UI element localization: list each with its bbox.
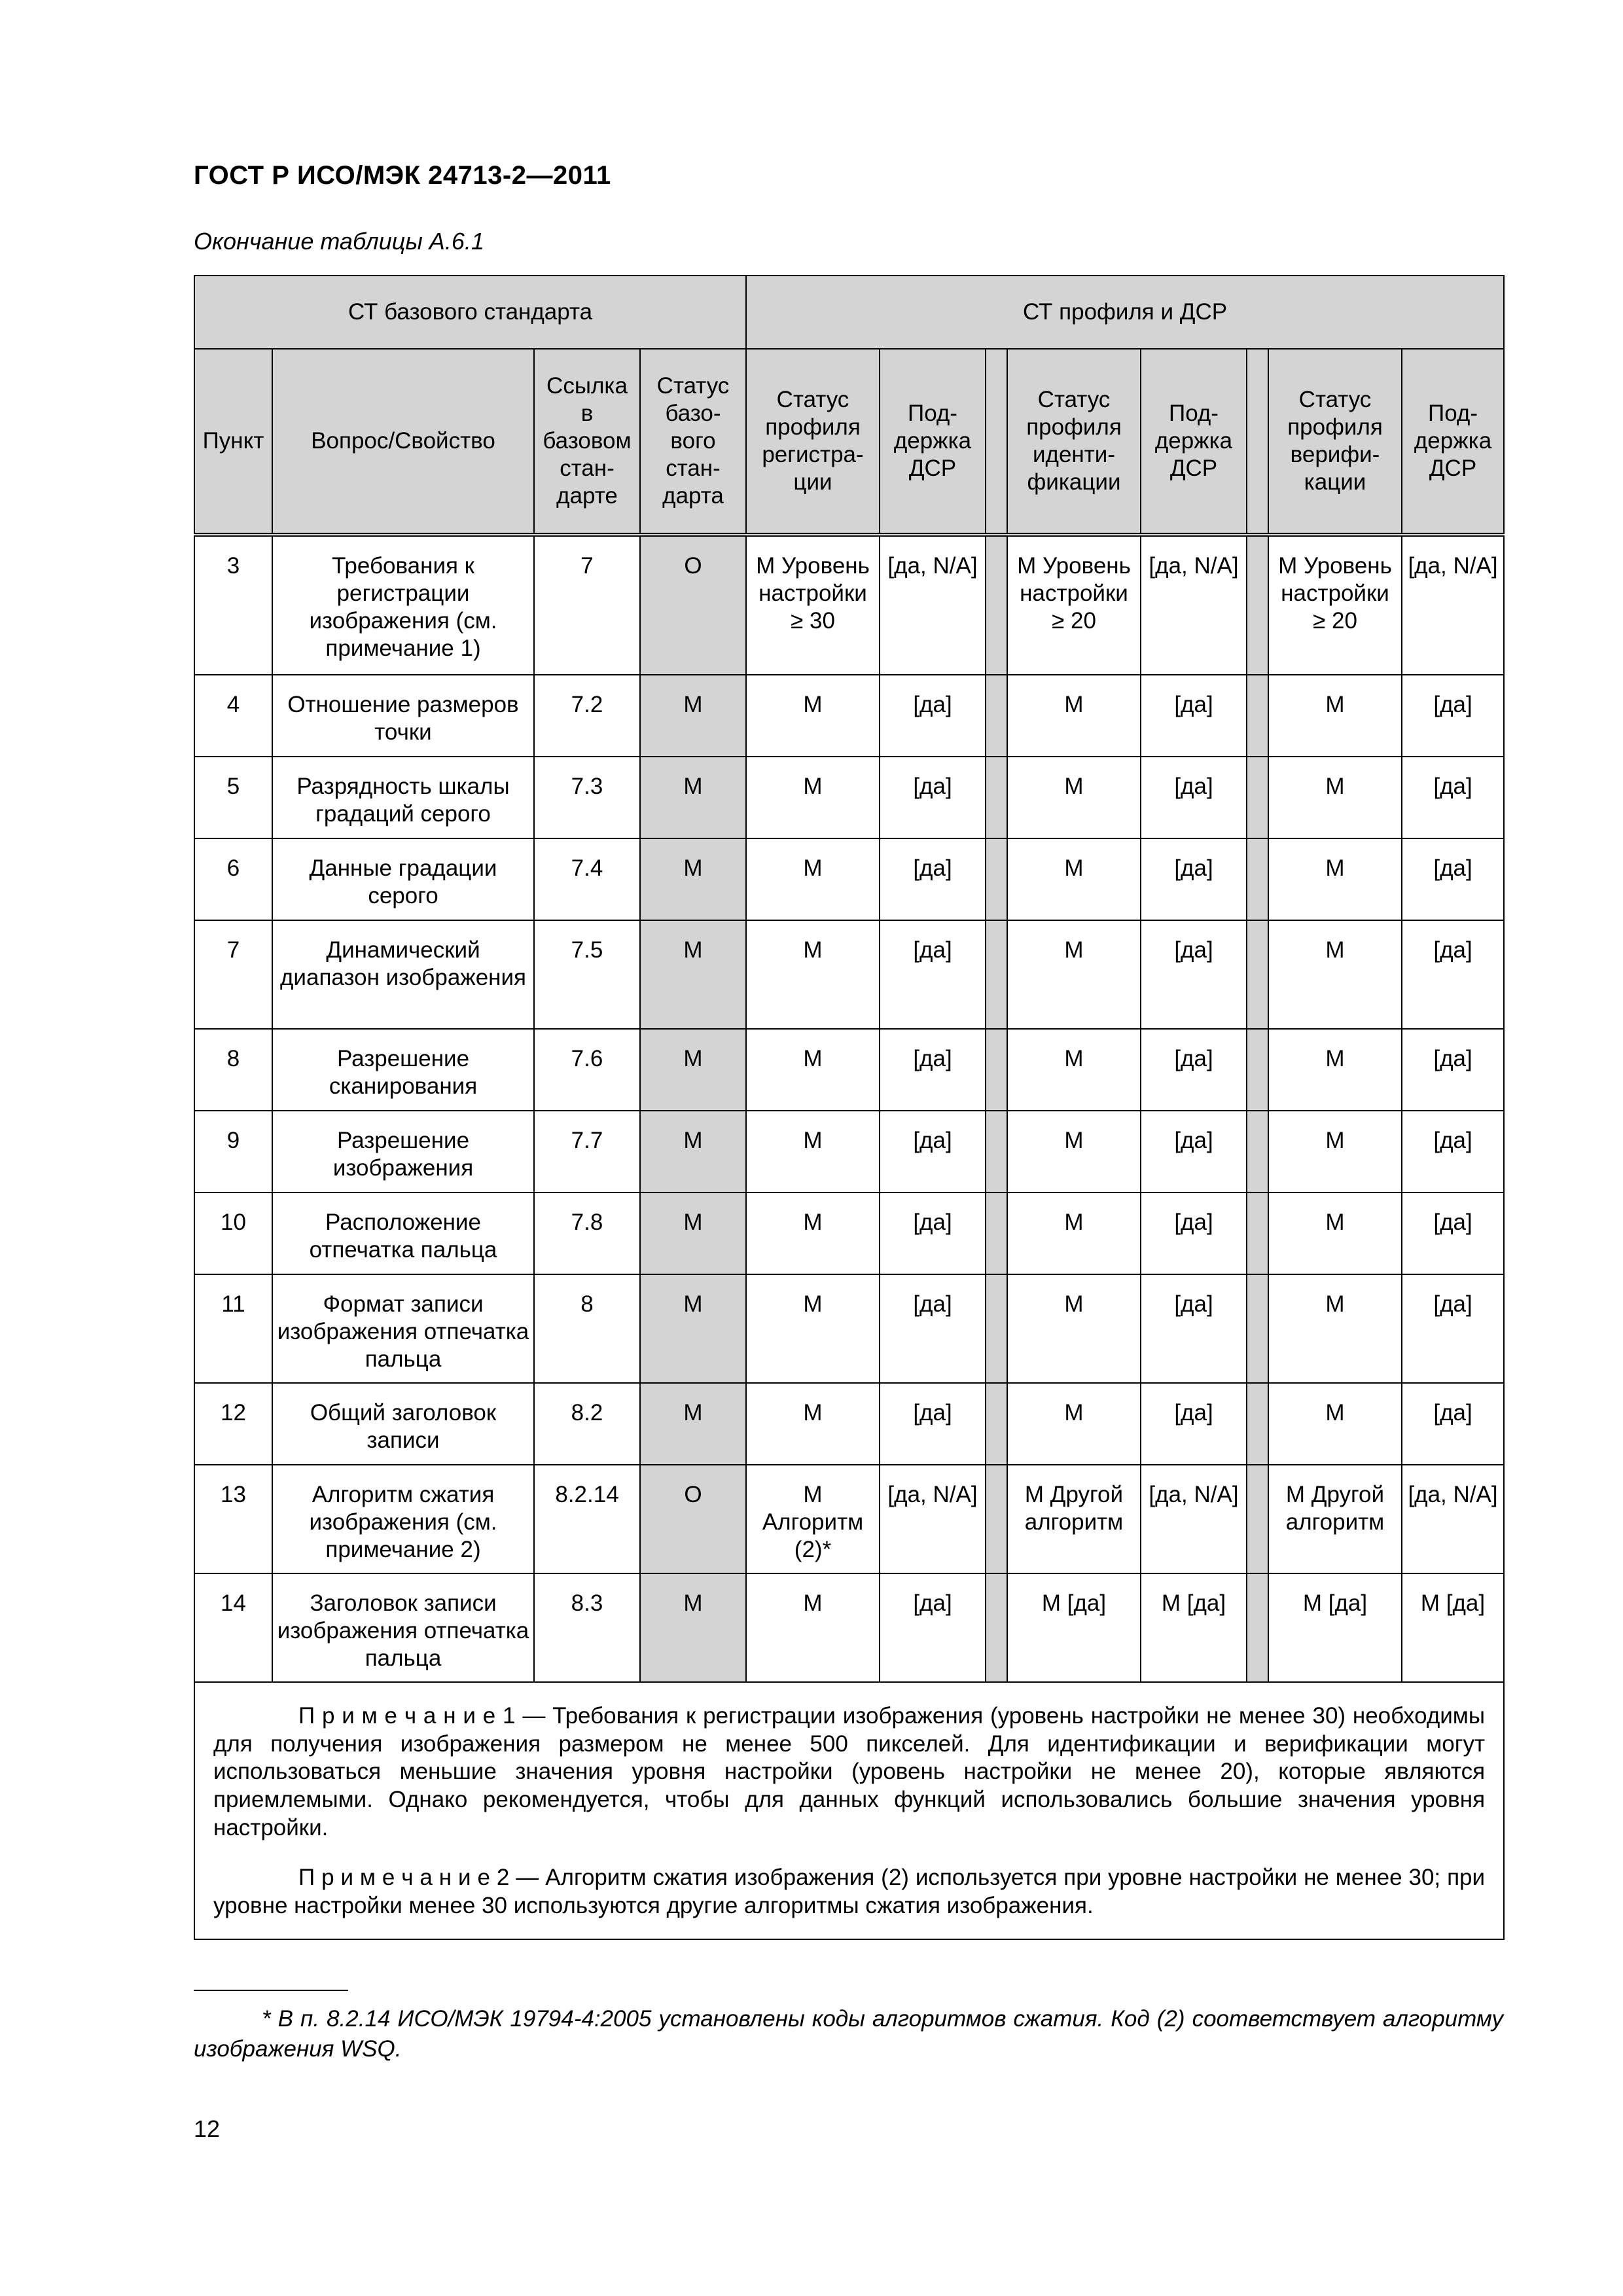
ident-support-cell: [да]	[1141, 1193, 1247, 1274]
question-cell: Разрешение изображения	[272, 1111, 534, 1193]
ident-support-cell: [да]	[1141, 1383, 1247, 1465]
header-spacer-1	[986, 349, 1007, 535]
spacer-cell	[986, 1573, 1007, 1682]
spacer-cell	[986, 757, 1007, 838]
base-status-cell: M	[640, 1029, 746, 1111]
verif-support-cell: [да]	[1402, 1193, 1504, 1274]
ident-status-cell: M	[1007, 920, 1141, 1029]
note-1	[213, 1702, 1485, 1842]
table-row	[194, 1274, 1504, 1383]
table-row	[194, 1573, 1504, 1682]
verif-status-cell: M	[1268, 1274, 1402, 1383]
table-row	[194, 1193, 1504, 1274]
base-ref-cell: 8.3	[534, 1573, 640, 1682]
spacer-cell	[1247, 1111, 1268, 1193]
header-base-status: Статус базо-вого стан-дарта	[640, 349, 746, 535]
header-verif-status: Статус профиля верифи-кации	[1268, 349, 1402, 535]
base-ref-cell: 7.6	[534, 1029, 640, 1111]
reg-support-cell: [да]	[880, 757, 986, 838]
ident-status-cell: M	[1007, 1193, 1141, 1274]
spacer-cell	[986, 675, 1007, 757]
reg-status-cell: M	[746, 1193, 880, 1274]
verif-status-cell: M	[1268, 920, 1402, 1029]
header-question: Вопрос/Свойство	[272, 349, 534, 535]
base-ref-cell: 7	[534, 535, 640, 675]
base-status-cell: M	[640, 1383, 746, 1465]
verif-support-cell: [да]	[1402, 1111, 1504, 1193]
ident-support-cell: [да, N/A]	[1141, 1465, 1247, 1573]
base-status-cell: M	[640, 920, 746, 1029]
question-cell: Данные градации серого	[272, 838, 534, 920]
verif-support-cell: [да]	[1402, 920, 1504, 1029]
question-cell: Формат записи изображения отпечатка пальца	[272, 1274, 534, 1383]
spacer-cell	[986, 535, 1007, 675]
spacer-cell	[986, 1193, 1007, 1274]
note-label: П р и м е ч а н и е 1	[298, 1703, 516, 1729]
verif-support-cell: [да]	[1402, 1274, 1504, 1383]
group-header-base: СТ базового стандарта	[194, 276, 746, 349]
spacer-cell	[1247, 757, 1268, 838]
ident-status-cell: M Другой алгоритм	[1007, 1465, 1141, 1573]
base-ref-cell: 7.8	[534, 1193, 640, 1274]
verif-status-cell: M	[1268, 1029, 1402, 1111]
spacer-cell	[1247, 1573, 1268, 1682]
ident-support-cell: [да]	[1141, 1111, 1247, 1193]
ident-support-cell: [да]	[1141, 675, 1247, 757]
item-number: 5	[194, 757, 272, 838]
ident-status-cell: M	[1007, 757, 1141, 838]
reg-support-cell: [да]	[880, 1029, 986, 1111]
verif-status-cell: M	[1268, 757, 1402, 838]
verif-support-cell: [да]	[1402, 838, 1504, 920]
verif-status-cell: M	[1268, 1111, 1402, 1193]
page-number: 12	[194, 2115, 221, 2142]
note-2	[213, 1864, 1485, 1920]
base-status-cell: M	[640, 675, 746, 757]
question-cell: Алгоритм сжатия изображения (см. примечание 2)	[272, 1465, 534, 1573]
spacer-cell	[1247, 1465, 1268, 1573]
header-spacer-2	[1247, 349, 1268, 535]
verif-support-cell: [да]	[1402, 757, 1504, 838]
ident-support-cell: [да]	[1141, 1029, 1247, 1111]
item-number: 7	[194, 920, 272, 1029]
reg-support-cell: [да]	[880, 1573, 986, 1682]
requirements-table	[194, 275, 1505, 1940]
spacer-cell	[986, 838, 1007, 920]
ident-status-cell: M	[1007, 1029, 1141, 1111]
base-ref-cell: 7.3	[534, 757, 640, 838]
verif-support-cell: [да]	[1402, 1029, 1504, 1111]
table-row	[194, 1465, 1504, 1573]
reg-support-cell: [да]	[880, 1111, 986, 1193]
base-status-cell: O	[640, 535, 746, 675]
base-ref-cell: 7.4	[534, 838, 640, 920]
ident-support-cell: [да]	[1141, 920, 1247, 1029]
question-cell: Расположение отпечатка пальца	[272, 1193, 534, 1274]
header-item: Пункт	[194, 349, 272, 535]
spacer-cell	[1247, 920, 1268, 1029]
table-row	[194, 838, 1504, 920]
verif-support-cell: M [да]	[1402, 1573, 1504, 1682]
reg-status-cell: M	[746, 757, 880, 838]
ident-status-cell: M Уровень настройки ≥ 20	[1007, 535, 1141, 675]
group-header-row	[194, 276, 1504, 349]
header-base-ref: Ссылка в базовом стан-дарте	[534, 349, 640, 535]
ident-status-cell: M	[1007, 675, 1141, 757]
item-number: 11	[194, 1274, 272, 1383]
verif-support-cell: [да]	[1402, 1383, 1504, 1465]
item-number: 12	[194, 1383, 272, 1465]
note-text: — Алгоритм сжатия изображения (2) используется при уровне настройки не менее 30; при уровне настройки менее 30 используются другие алгоритмы сжатия изображения.	[213, 1865, 1486, 1919]
spacer-cell	[1247, 675, 1268, 757]
note-label: П р и м е ч а н и е 2	[298, 1865, 510, 1891]
document-standard-id: ГОСТ Р ИСО/МЭК 24713-2—2011	[194, 161, 611, 190]
base-ref-cell: 8.2.14	[534, 1465, 640, 1573]
base-status-cell: M	[640, 1573, 746, 1682]
verif-status-cell: M Уровень настройки ≥ 20	[1268, 535, 1402, 675]
reg-support-cell: [да, N/A]	[880, 535, 986, 675]
header-ident-status: Статус профиля иденти-фикации	[1007, 349, 1141, 535]
reg-support-cell: [да]	[880, 838, 986, 920]
verif-status-cell: M	[1268, 675, 1402, 757]
reg-status-cell: M	[746, 1573, 880, 1682]
base-status-cell: M	[640, 838, 746, 920]
reg-status-cell: M	[746, 838, 880, 920]
item-number: 4	[194, 675, 272, 757]
question-cell: Требования к регистрации изображения (см. примечание 1)	[272, 535, 534, 675]
base-status-cell: M	[640, 1274, 746, 1383]
header-ident-support: Под-держка ДСР	[1141, 349, 1247, 535]
spacer-cell	[1247, 1193, 1268, 1274]
spacer-cell	[986, 1383, 1007, 1465]
base-status-cell: O	[640, 1465, 746, 1573]
item-number: 13	[194, 1465, 272, 1573]
spacer-cell	[1247, 535, 1268, 675]
verif-status-cell: M Другой алгоритм	[1268, 1465, 1402, 1573]
reg-support-cell: [да]	[880, 920, 986, 1029]
ident-status-cell: M	[1007, 838, 1141, 920]
base-status-cell: M	[640, 1111, 746, 1193]
item-number: 3	[194, 535, 272, 675]
question-cell: Разрядность шкалы градаций серого	[272, 757, 534, 838]
spacer-cell	[986, 920, 1007, 1029]
reg-status-cell: M	[746, 1274, 880, 1383]
reg-status-cell: M	[746, 1383, 880, 1465]
item-number: 10	[194, 1193, 272, 1274]
item-number: 6	[194, 838, 272, 920]
header-reg-status: Статус профиля регистра-ции	[746, 349, 880, 535]
ident-status-cell: M	[1007, 1274, 1141, 1383]
spacer-cell	[1247, 1029, 1268, 1111]
ident-support-cell: M [да]	[1141, 1573, 1247, 1682]
table-row	[194, 1029, 1504, 1111]
reg-support-cell: [да]	[880, 1383, 986, 1465]
table-row	[194, 920, 1504, 1029]
table-caption: Окончание таблицы А.6.1	[194, 228, 484, 255]
item-number: 9	[194, 1111, 272, 1193]
reg-status-cell: M	[746, 675, 880, 757]
table-row	[194, 1111, 1504, 1193]
reg-status-cell: M Алгоритм (2)*	[746, 1465, 880, 1573]
note-text: — Требования к регистрации изображения (уровень настройки не менее 30) необходимы для получения изображения размером не менее 500 пикселей. Для идентификации и верификации могут использоваться меньшие значения уровня настройки (уровень настройки не менее 20), которые являются приемлемыми. Однако рекомендуется, чтобы для данных функций использовались большие значения уровня настройки.	[213, 1703, 1486, 1840]
spacer-cell	[986, 1465, 1007, 1573]
reg-support-cell: [да]	[880, 1274, 986, 1383]
question-cell: Общий заголовок записи	[272, 1383, 534, 1465]
column-header-row	[194, 349, 1504, 535]
item-number: 8	[194, 1029, 272, 1111]
group-header-profile: СТ профиля и ДСР	[746, 276, 1504, 349]
verif-support-cell: [да]	[1402, 675, 1504, 757]
table-notes	[194, 1682, 1504, 1939]
base-ref-cell: 7.2	[534, 675, 640, 757]
question-cell: Отношение размеров точки	[272, 675, 534, 757]
ident-support-cell: [да, N/A]	[1141, 535, 1247, 675]
spacer-cell	[1247, 1383, 1268, 1465]
base-status-cell: M	[640, 1193, 746, 1274]
question-cell: Динамический диапазон изображения	[272, 920, 534, 1029]
ident-status-cell: M	[1007, 1111, 1141, 1193]
spacer-cell	[986, 1111, 1007, 1193]
verif-status-cell: M	[1268, 1383, 1402, 1465]
reg-status-cell: M Уровень настройки ≥ 30	[746, 535, 880, 675]
base-ref-cell: 8.2	[534, 1383, 640, 1465]
spacer-cell	[1247, 838, 1268, 920]
header-reg-support: Под-держка ДСР	[880, 349, 986, 535]
ident-support-cell: [да]	[1141, 838, 1247, 920]
spacer-cell	[986, 1274, 1007, 1383]
ident-support-cell: [да]	[1141, 1274, 1247, 1383]
verif-support-cell: [да, N/A]	[1402, 1465, 1504, 1573]
reg-status-cell: M	[746, 1029, 880, 1111]
base-ref-cell: 8	[534, 1274, 640, 1383]
table-row	[194, 675, 1504, 757]
spacer-cell	[1247, 1274, 1268, 1383]
verif-support-cell: [да, N/A]	[1402, 535, 1504, 675]
table-row	[194, 1383, 1504, 1465]
question-cell: Заголовок записи изображения отпечатка пальца	[272, 1573, 534, 1682]
verif-status-cell: M	[1268, 838, 1402, 920]
base-ref-cell: 7.7	[534, 1111, 640, 1193]
spacer-cell	[986, 1029, 1007, 1111]
ident-support-cell: [да]	[1141, 757, 1247, 838]
item-number: 14	[194, 1573, 272, 1682]
table-row	[194, 757, 1504, 838]
reg-support-cell: [да, N/A]	[880, 1465, 986, 1573]
notes-row	[194, 1682, 1504, 1939]
base-status-cell: M	[640, 757, 746, 838]
footnote: * В п. 8.2.14 ИСО/МЭК 19794-4:2005 установлены коды алгоритмов сжатия. Код (2) соответствует алгоритму изображения WSQ.	[194, 2006, 1503, 2062]
verif-status-cell: M	[1268, 1193, 1402, 1274]
header-verif-support: Под-держка ДСР	[1402, 349, 1504, 535]
reg-status-cell: M	[746, 1111, 880, 1193]
ident-status-cell: M	[1007, 1383, 1141, 1465]
verif-status-cell: M [да]	[1268, 1573, 1402, 1682]
base-ref-cell: 7.5	[534, 920, 640, 1029]
table-row	[194, 535, 1504, 675]
footnote-divider	[194, 1990, 348, 1991]
question-cell: Разрешение сканирования	[272, 1029, 534, 1111]
reg-status-cell: M	[746, 920, 880, 1029]
ident-status-cell: M [да]	[1007, 1573, 1141, 1682]
reg-support-cell: [да]	[880, 1193, 986, 1274]
reg-support-cell: [да]	[880, 675, 986, 757]
